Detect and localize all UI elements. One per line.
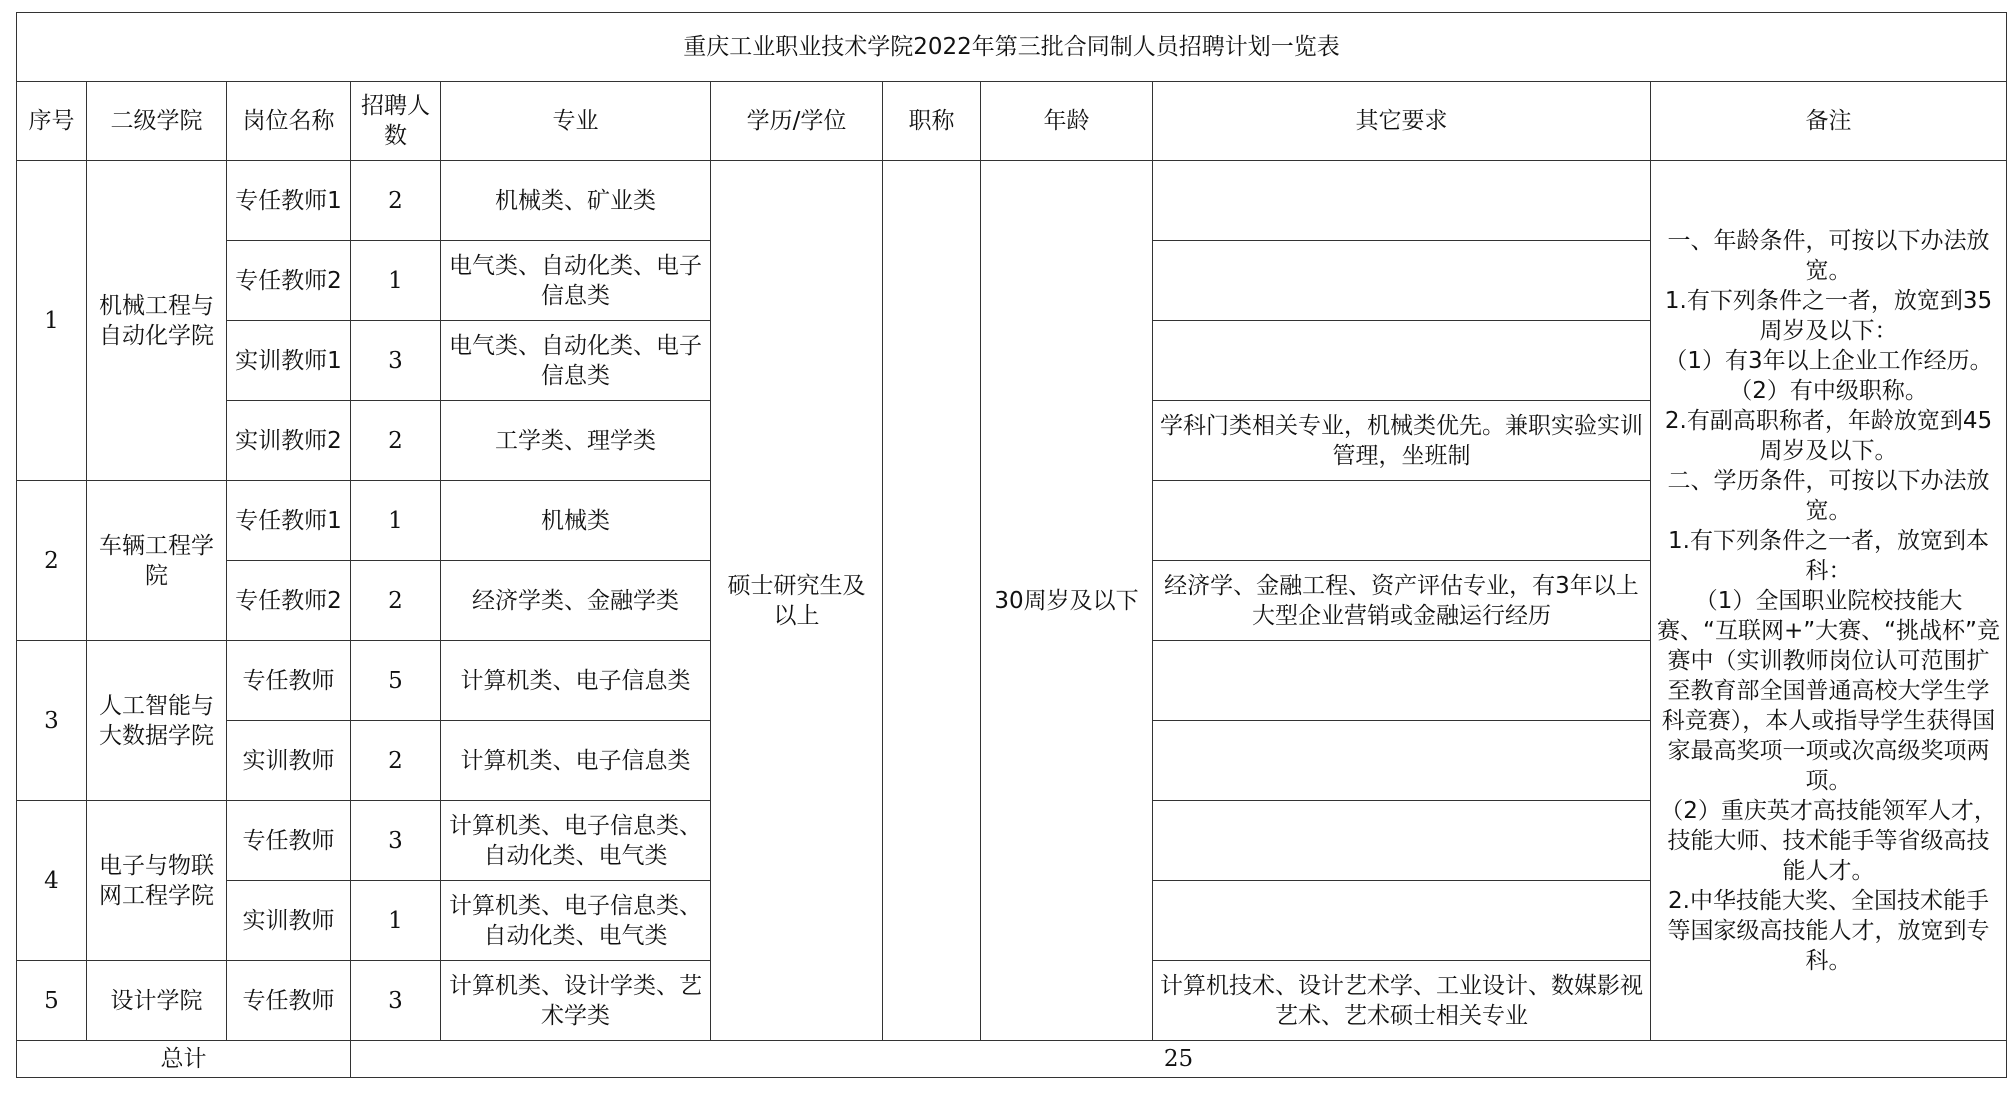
header-major: 专业: [441, 82, 711, 161]
count-cell: 1: [351, 241, 441, 321]
header-college: 二级学院: [87, 82, 227, 161]
count-cell: 1: [351, 481, 441, 561]
major-cell: 计算机类、电子信息类: [441, 721, 711, 801]
position-cell: 专任教师2: [227, 561, 351, 641]
major-cell: 机械类、矿业类: [441, 161, 711, 241]
header-education: 学历/学位: [711, 82, 883, 161]
major-cell: 计算机类、电子信息类: [441, 641, 711, 721]
remark-cell: [1651, 161, 2007, 1041]
major-cell: 机械类: [441, 481, 711, 561]
remark-line: （2）有中级职称。: [1729, 377, 1928, 404]
college-cell: 车辆工程学院: [87, 481, 227, 641]
seq-cell: 3: [17, 641, 87, 801]
major-cell: 电气类、自动化类、电子信息类: [441, 241, 711, 321]
major-cell: 工学类、理学类: [441, 401, 711, 481]
table-title: 重庆工业职业技术学院2022年第三批合同制人员招聘计划一览表: [17, 13, 2007, 82]
remark-line: 2.中华技能大奖、全国技术能手等国家级高技能人才，放宽到专科。: [1667, 887, 1990, 974]
major-cell: 计算机类、电子信息类、自动化类、电气类: [441, 881, 711, 961]
major-cell: 计算机类、设计学类、艺术学类: [441, 961, 711, 1041]
remark-line: 1.有下列条件之一者，放宽到本科：: [1668, 527, 1989, 584]
position-cell: 实训教师1: [227, 321, 351, 401]
college-cell: 设计学院: [87, 961, 227, 1041]
header-seq: 序号: [17, 82, 87, 161]
other-cell: [1153, 641, 1651, 721]
position-cell: 专任教师1: [227, 481, 351, 561]
other-cell: [1153, 481, 1651, 561]
remark-line: 二、学历条件，可按以下办法放宽。: [1667, 467, 1990, 524]
position-cell: 专任教师2: [227, 241, 351, 321]
total-row: [17, 1041, 2007, 1078]
college-cell: 机械工程与自动化学院: [87, 161, 227, 481]
header-remark: 备注: [1651, 82, 2007, 161]
header-position: 岗位名称: [227, 82, 351, 161]
position-cell: 专任教师: [227, 961, 351, 1041]
education-cell: 硕士研究生及以上: [711, 161, 883, 1041]
seq-cell: 1: [17, 161, 87, 481]
total-value: 25: [351, 1041, 2007, 1078]
position-cell: 实训教师2: [227, 401, 351, 481]
other-cell: 经济学、金融工程、资产评估专业，有3年以上大型企业营销或金融运行经历: [1153, 561, 1651, 641]
count-cell: 3: [351, 321, 441, 401]
count-cell: 3: [351, 801, 441, 881]
count-cell: 2: [351, 401, 441, 481]
count-cell: 2: [351, 561, 441, 641]
other-cell: 学科门类相关专业，机械类优先。兼职实验实训管理，坐班制: [1153, 401, 1651, 481]
remark-line: （2）重庆英才高技能领军人才，技能大师、技术能手等省级高技能人才。: [1660, 797, 1997, 884]
other-cell: 计算机技术、设计艺术学、工业设计、数媒影视艺术、艺术硕士相关专业: [1153, 961, 1651, 1041]
remark-line: 一、年龄条件，可按以下办法放宽。: [1667, 227, 1990, 284]
other-cell: [1153, 241, 1651, 321]
count-cell: 3: [351, 961, 441, 1041]
position-cell: 专任教师: [227, 641, 351, 721]
college-cell: 人工智能与大数据学院: [87, 641, 227, 801]
total-label: 总计: [17, 1041, 351, 1078]
seq-cell: 4: [17, 801, 87, 961]
count-cell: 2: [351, 721, 441, 801]
count-cell: 2: [351, 161, 441, 241]
remark-line: （1）全国职业院校技能大赛、“互联网+”大赛、“挑战杯”竞赛中（实训教师岗位认可范围扩至教育部全国普通高校大学生学科竞赛），本人或指导学生获得国家最高奖项一项或次高级奖项两项。: [1657, 587, 2000, 794]
title-rank-cell: [883, 161, 981, 1041]
other-cell: [1153, 801, 1651, 881]
major-cell: 计算机类、电子信息类、自动化类、电气类: [441, 801, 711, 881]
other-cell: [1153, 721, 1651, 801]
major-cell: 经济学类、金融学类: [441, 561, 711, 641]
major-cell: 电气类、自动化类、电子信息类: [441, 321, 711, 401]
table-row: [17, 161, 2007, 241]
seq-cell: 5: [17, 961, 87, 1041]
recruitment-table: [16, 12, 2007, 1078]
header-title-rank: 职称: [883, 82, 981, 161]
remark-line: （1）有3年以上企业工作经历。: [1664, 347, 1993, 374]
position-cell: 实训教师: [227, 721, 351, 801]
position-cell: 专任教师1: [227, 161, 351, 241]
remark-line: 2.有副高职称者，年龄放宽到45周岁及以下。: [1664, 407, 1993, 464]
other-cell: [1153, 161, 1651, 241]
header-other: 其它要求: [1153, 82, 1651, 161]
other-cell: [1153, 321, 1651, 401]
position-cell: 专任教师: [227, 801, 351, 881]
header-age: 年龄: [981, 82, 1153, 161]
college-cell: 电子与物联网工程学院: [87, 801, 227, 961]
position-cell: 实训教师: [227, 881, 351, 961]
seq-cell: 2: [17, 481, 87, 641]
count-cell: 1: [351, 881, 441, 961]
remark-line: 1.有下列条件之一者，放宽到35周岁及以下：: [1664, 287, 1993, 344]
count-cell: 5: [351, 641, 441, 721]
header-row: [17, 82, 2007, 161]
header-count: 招聘人数: [351, 82, 441, 161]
age-cell: 30周岁及以下: [981, 161, 1153, 1041]
other-cell: [1153, 881, 1651, 961]
